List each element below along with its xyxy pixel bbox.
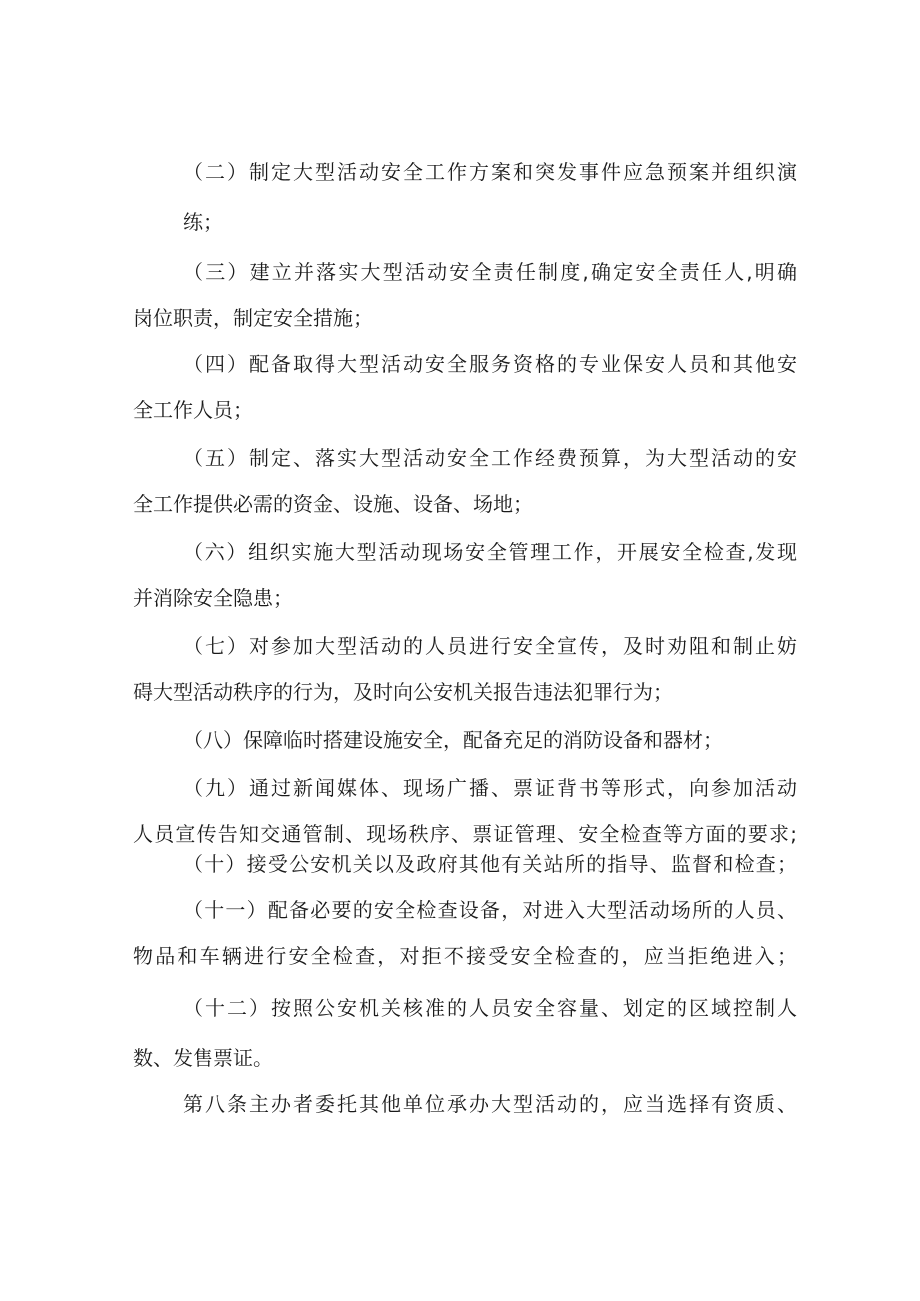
paragraph-11-line-1: （十一）配备必要的安全检查设备，对进入大型活动场所的人员、 <box>183 898 797 922</box>
paragraph-12-line-1: （十二）按照公安机关核准的人员安全容量、划定的区域控制人 <box>183 996 797 1020</box>
article-8-line-1: 第八条主办者委托其他单位承办大型活动的，应当选择有资质、 <box>183 1092 797 1116</box>
paragraph-8-line-1: （八）保障临时搭建设施安全，配备充足的消防设备和器材； <box>183 728 723 752</box>
paragraph-3-line-2: 岗位职责，制定安全措施； <box>133 306 373 330</box>
paragraph-7-line-2: 碍大型活动秩序的行为，及时向公安机关报告违法犯罪行为； <box>133 680 673 704</box>
paragraph-9-line-2: 人员宣传告知交通管制、现场秩序、票证管理、安全检查等方面的要求; <box>133 822 797 846</box>
paragraph-11-line-2: 物品和车辆进行安全检查，对拒不接受安全检查的，应当拒绝进入； <box>133 944 797 968</box>
paragraph-2-line-2: 练； <box>183 210 223 234</box>
paragraph-9-line-1: （九）通过新闻媒体、现场广播、票证背书等形式，向参加活动 <box>183 776 797 800</box>
paragraph-2-line-1: （二）制定大型活动安全工作方案和突发事件应急预案并组织演 <box>183 160 797 184</box>
paragraph-4-line-2: 全工作人员； <box>133 398 253 422</box>
paragraph-10-line-1: （十）接受公安机关以及政府其他有关站所的指导、监督和检查； <box>183 852 797 876</box>
paragraph-6-line-1: （六）组织实施大型活动现场安全管理工作，开展安全检查,发现 <box>183 540 797 564</box>
paragraph-6-line-2: 并消除安全隐患； <box>133 586 293 610</box>
paragraph-5-line-2: 全工作提供必需的资金、设施、设备、场地； <box>133 492 533 516</box>
paragraph-3-line-1: （三）建立并落实大型活动安全责任制度,确定安全责任人,明确 <box>183 260 797 284</box>
paragraph-5-line-1: （五）制定、落实大型活动安全工作经费预算，为大型活动的安 <box>183 446 797 470</box>
paragraph-4-line-1: （四）配备取得大型活动安全服务资格的专业保安人员和其他安 <box>183 352 797 376</box>
paragraph-12-line-2: 数、发售票证。 <box>133 1046 273 1070</box>
paragraph-7-line-1: （七）对参加大型活动的人员进行安全宣传，及时劝阻和制止妨 <box>183 634 797 658</box>
